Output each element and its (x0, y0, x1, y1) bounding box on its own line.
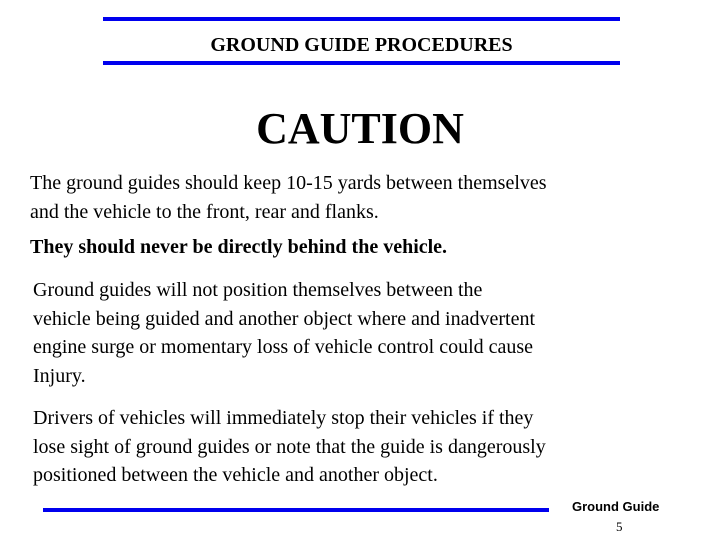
text-line: engine surge or momentary loss of vehicle control could cause (33, 336, 534, 358)
text-line: and the vehicle to the front, rear and flanks. (30, 200, 379, 223)
text-line: The ground guides should keep 10-15 yards between themselves (30, 172, 547, 194)
footer-label: Ground Guide (572, 499, 660, 514)
header-bottom-rule (103, 61, 620, 65)
text-line: vehicle being guided and another object where and inadvertent (33, 307, 536, 330)
caution-heading: CAUTION (256, 104, 464, 153)
text-line: lose sight of ground guides or note that the guide is dangerously (33, 435, 546, 458)
paragraph-warning (30, 233, 447, 262)
page-number: 5 (616, 519, 623, 534)
paragraph-positioning (33, 276, 535, 390)
text-line: Ground guides will not position themselves between the (33, 279, 483, 301)
text-line: They should never be directly behind the vehicle. (30, 236, 448, 258)
footer-rule (43, 508, 549, 512)
paragraph-spacing (30, 169, 547, 226)
slide-title: GROUND GUIDE PROCEDURES (210, 34, 513, 56)
text-line: Drivers of vehicles will immediately stop their vehicles if they (33, 407, 534, 429)
text-line: Injury. (33, 364, 86, 387)
paragraph-drivers (33, 404, 546, 490)
header-top-rule (103, 17, 620, 21)
text-line: positioned between the vehicle and another object. (33, 464, 438, 486)
